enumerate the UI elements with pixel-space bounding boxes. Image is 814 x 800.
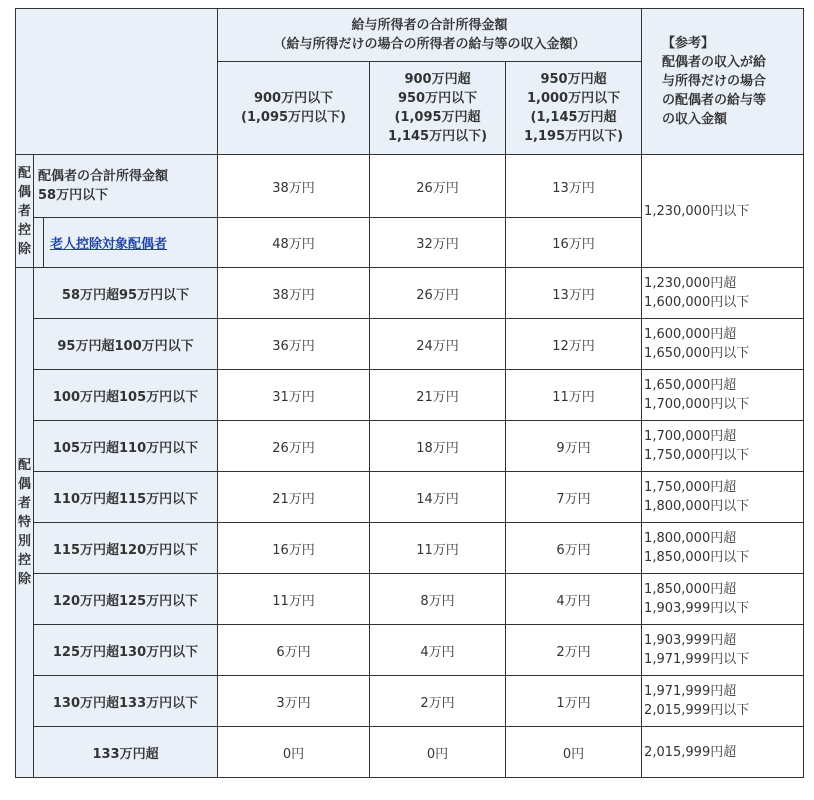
deduction-value: 0円 [370, 727, 506, 778]
reference-line: 1,600,000円超 [644, 327, 737, 342]
deduction-value: 26万円 [218, 421, 370, 472]
deduction-value: 16万円 [506, 218, 642, 268]
reference-line: 2,015,999円超 [644, 744, 737, 760]
income-group-subtitle: （給与所得だけの場合の所得者の給与等の収入金額） [273, 37, 586, 52]
reference-income [642, 625, 804, 676]
reference-header-line: の配偶者の給与等 [662, 93, 767, 108]
deduction-value: 18万円 [370, 421, 506, 472]
column-header-line: 950万円以下 [397, 91, 478, 106]
column-header-line: 1,195万円以下) [524, 129, 624, 144]
row-label-line: 配偶者の合計所得金額 [38, 169, 169, 184]
category-char: 配 [17, 458, 31, 473]
column-header-3 [506, 62, 642, 155]
category-char: 特 [17, 515, 31, 530]
reference-income [642, 523, 804, 574]
reference-income [642, 472, 804, 523]
deduction-value: 32万円 [370, 218, 506, 268]
column-header-2 [370, 62, 506, 155]
reference-header-line: 【参考】 [662, 36, 715, 51]
category-char: 偶 [17, 184, 31, 200]
reference-header [642, 9, 804, 155]
deduction-value: 11万円 [370, 523, 506, 574]
reference-line: 1,903,999円以下 [644, 601, 750, 616]
deduction-value: 7万円 [506, 472, 642, 523]
reference-line: 1,850,000円超 [644, 582, 737, 597]
reference-line: 1,230,000円超 [644, 276, 737, 291]
income-group-title: 給与所得者の合計所得金額 [351, 18, 508, 33]
spouse-deduction-category [16, 155, 34, 268]
reference-income [642, 421, 804, 472]
deduction-value: 26万円 [370, 268, 506, 319]
deduction-value: 13万円 [506, 155, 642, 218]
reference-line: 1,650,000円超 [644, 378, 737, 393]
spouse-income-range: 115万円超120万円以下 [34, 523, 218, 574]
reference-line: 1,600,000円以下 [644, 295, 750, 310]
deduction-value: 16万円 [218, 523, 370, 574]
deduction-value: 12万円 [506, 319, 642, 370]
table-corner-cell [16, 9, 218, 155]
reference-header-line: の収入金額 [662, 112, 728, 127]
column-header-line: 1,145万円以下) [387, 129, 488, 144]
reference-line: 1,750,000円超 [644, 480, 737, 495]
reference-income [642, 574, 804, 625]
spouse-income-range: 58万円超95万円以下 [34, 268, 218, 319]
reference-line: 1,971,999円以下 [644, 652, 750, 667]
indent-spacer [34, 218, 44, 268]
category-char: 者 [17, 496, 31, 511]
deduction-value: 48万円 [218, 218, 370, 268]
deduction-value: 21万円 [218, 472, 370, 523]
spouse-income-range: 120万円超125万円以下 [34, 574, 218, 625]
spouse-income-range: 105万円超110万円以下 [34, 421, 218, 472]
deduction-value: 11万円 [506, 370, 642, 421]
deduction-value: 8万円 [370, 574, 506, 625]
deduction-value: 6万円 [506, 523, 642, 574]
deduction-value: 26万円 [370, 155, 506, 218]
elderly-spouse-link[interactable]: 老人控除対象配偶者 [44, 218, 218, 268]
deduction-value: 0円 [218, 727, 370, 778]
column-header-line: 900万円以下 [253, 91, 334, 106]
deduction-value: 38万円 [218, 155, 370, 218]
reference-line: 2,015,999円以下 [644, 703, 750, 718]
column-header-1 [218, 62, 370, 155]
reference-line: 1,800,000円以下 [644, 499, 750, 514]
deduction-value: 31万円 [218, 370, 370, 421]
category-char: 除 [17, 572, 31, 587]
row-label-line: 58万円以下 [38, 188, 109, 203]
spouse-income-range: 100万円超105万円以下 [34, 370, 218, 421]
column-header-line: 1,000万円以下 [526, 91, 621, 106]
reference-income [642, 676, 804, 727]
deduction-value: 1万円 [506, 676, 642, 727]
reference-line: 1,700,000円超 [644, 429, 737, 444]
deduction-value: 4万円 [506, 574, 642, 625]
reference-header-line: 与所得だけの場合 [662, 74, 767, 89]
reference-line: 1,650,000円以下 [644, 346, 750, 361]
deduction-value: 6万円 [218, 625, 370, 676]
column-header-line: (1,095万円以下) [241, 110, 347, 125]
column-header-line: 950万円超 [540, 72, 607, 87]
deduction-value: 0円 [506, 727, 642, 778]
deduction-value: 38万円 [218, 268, 370, 319]
spouse-income-range: 95万円超100万円以下 [34, 319, 218, 370]
special-deduction-category [16, 268, 34, 778]
reference-line: 1,850,000円以下 [644, 550, 750, 565]
deduction-value: 21万円 [370, 370, 506, 421]
reference-header-line: 配偶者の収入が給 [662, 55, 767, 70]
deduction-value: 9万円 [506, 421, 642, 472]
deduction-value: 14万円 [370, 472, 506, 523]
column-header-line: (1,095万円超 [394, 110, 481, 125]
deduction-value: 13万円 [506, 268, 642, 319]
category-char: 控 [17, 222, 31, 238]
spouse-income-range: 110万円超115万円以下 [34, 472, 218, 523]
reference-line: 1,700,000円以下 [644, 397, 750, 412]
deduction-value: 24万円 [370, 319, 506, 370]
deduction-value: 11万円 [218, 574, 370, 625]
reference-income: 1,230,000円以下 [642, 155, 804, 268]
category-char: 偶 [17, 477, 31, 492]
spouse-income-range: 130万円超133万円以下 [34, 676, 218, 727]
column-header-line: 900万円超 [404, 72, 471, 87]
reference-income [642, 319, 804, 370]
deduction-value: 2万円 [370, 676, 506, 727]
reference-income [642, 727, 804, 778]
deduction-value: 2万円 [506, 625, 642, 676]
spouse-deduction-table [15, 8, 804, 778]
reference-line: 1,903,999円超 [644, 633, 737, 648]
reference-income [642, 370, 804, 421]
category-char: 別 [17, 534, 31, 549]
column-header-line: (1,145万円超 [530, 110, 617, 125]
reference-line: 1,800,000円超 [644, 531, 737, 546]
spouse-income-label [34, 155, 218, 218]
income-group-header [218, 9, 642, 62]
spouse-income-range: 125万円超130万円以下 [34, 625, 218, 676]
reference-line: 1,750,000円以下 [644, 448, 750, 463]
deduction-value: 4万円 [370, 625, 506, 676]
deduction-value: 3万円 [218, 676, 370, 727]
category-char: 配 [17, 165, 31, 181]
reference-income [642, 268, 804, 319]
reference-line: 1,971,999円超 [644, 684, 737, 699]
category-char: 者 [17, 203, 31, 219]
category-char: 除 [17, 241, 31, 257]
category-char: 控 [17, 553, 31, 568]
deduction-value: 36万円 [218, 319, 370, 370]
spouse-income-range: 133万円超 [34, 727, 218, 778]
